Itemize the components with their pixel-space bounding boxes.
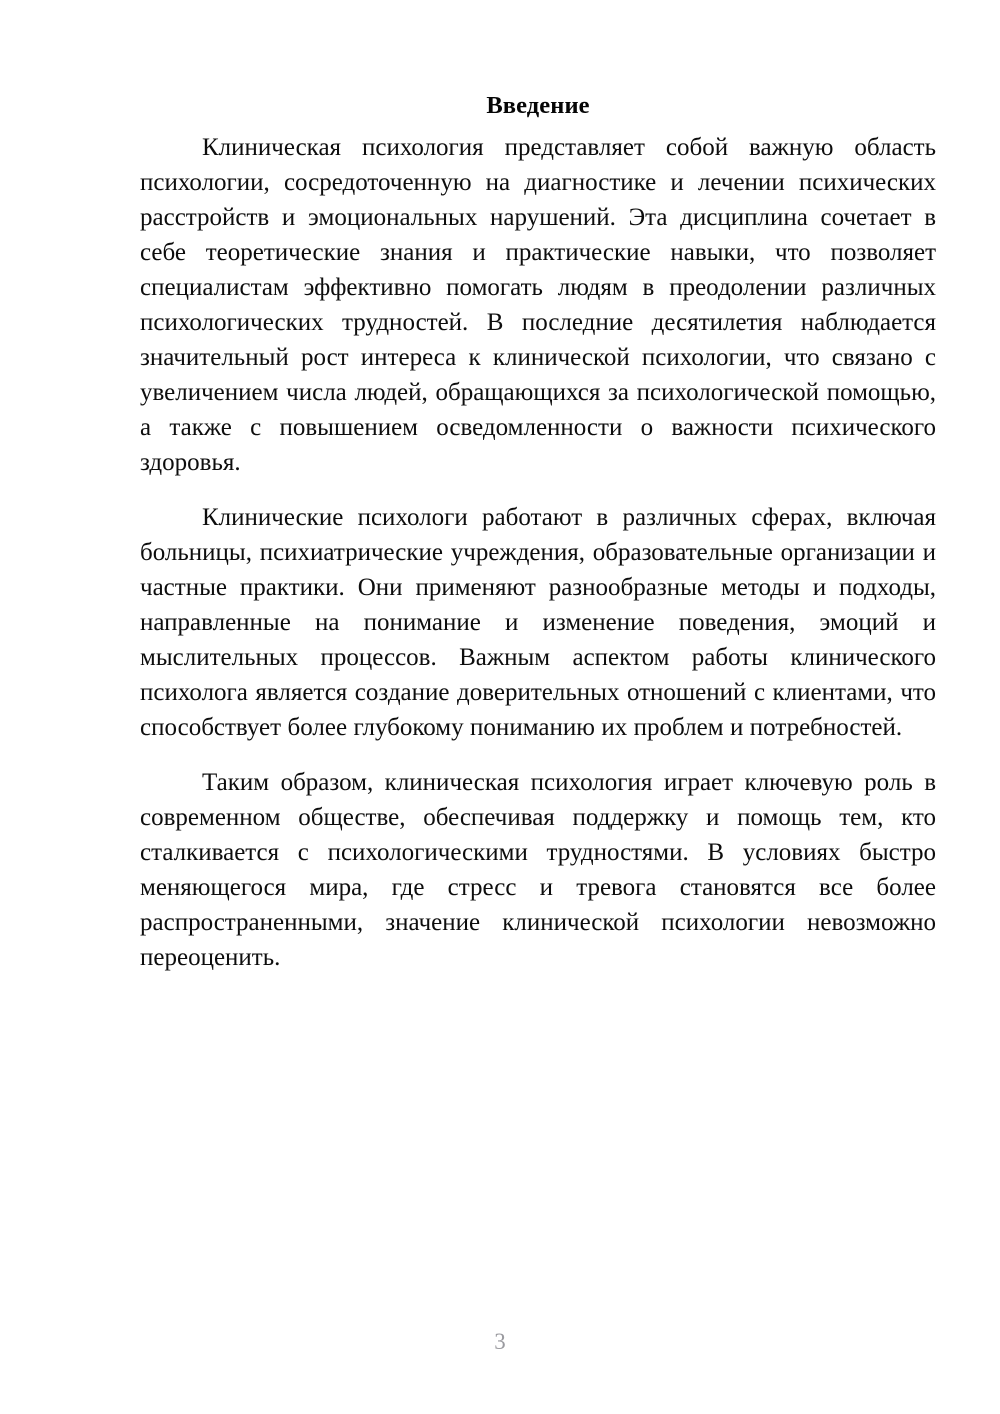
body-paragraph-2: Клинические психологи работают в различных сферах, включая больницы, психиатрические учреждения, образовательные организации и частные практики. Они применяют разнообразные методы и подходы, направленные на понимание и изменение поведения, эмоций и мыслительных процессов. Важным аспектом работы клинического психолога является создание доверительных отношений с клиентами, что способствует более глубокому пониманию их проблем и потребностей. [140,504,936,741]
body-paragraph-1: Клиническая психология представляет собой важную область психологии, сосредоточенную на диагностике и лечении психических расстройств и эмоциональных нарушений. Эта дисциплина сочетает в себе теоретические знания и практические навыки, что позволяет специалистам эффективно помогать людям в преодолении различных психологических трудностей. В последние десятилетия наблюдается значительный рост интереса к клинической психологии, что связано с увеличением числа людей, обращающихся за психологической помощью, а также с повышением осведомленности о важности психического здоровья. [140,134,936,476]
page-title: Введение [486,92,590,119]
page-number-footer: 3 [494,1329,506,1354]
page-content [140,88,936,975]
body-paragraph-3: Таким образом, клиническая психология играет ключевую роль в современном обществе, обеспечивая поддержку и помощь тем, кто сталкивается с психологическими трудностями. В условиях быстро меняющегося мира, где стресс и тревога становятся все более распространенными, значение клинической психологии невозможно переоценить. [140,769,936,971]
